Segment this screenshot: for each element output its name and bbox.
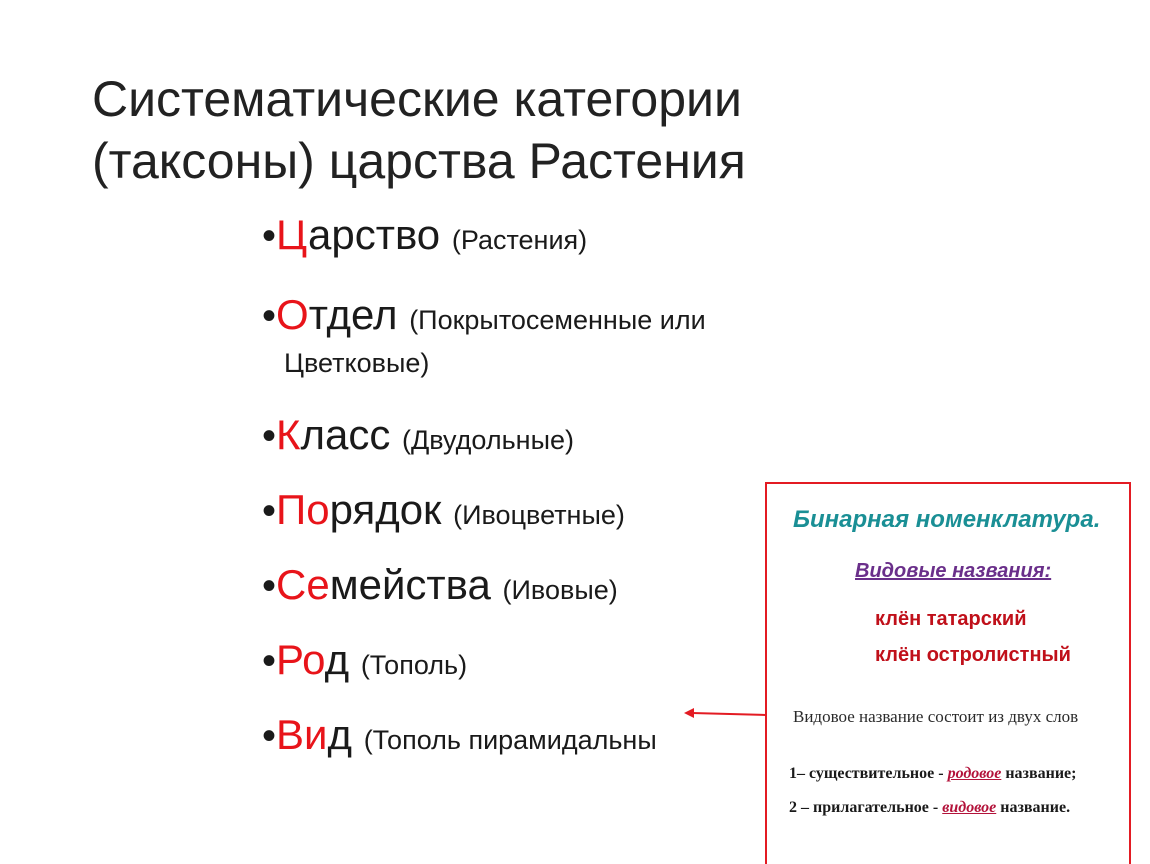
arrow-head [684, 708, 694, 718]
bullet-example: (Покрытосеменные или [409, 305, 706, 335]
bullet-marker: • [262, 414, 277, 458]
bullet-example-continued: Цветковые) [284, 348, 430, 378]
arrow-shaft [692, 713, 766, 715]
bullet-item-division [262, 290, 706, 410]
binary-nomenclature-box [765, 482, 1131, 864]
bullet-red-letters: По [276, 486, 330, 533]
rule-noun [789, 765, 1076, 783]
bullet-red-letters: К [276, 411, 301, 458]
bullet-red-letters: Ц [276, 211, 309, 258]
rule-adjective-prefix: 2 – прилагательное - [789, 799, 943, 816]
bullet-marker: • [262, 294, 277, 338]
bullet-marker: • [262, 639, 277, 683]
rule-noun-prefix: 1– существительное - [789, 765, 948, 782]
rule-adjective [789, 799, 1070, 817]
bullet-word-rest: ласс [300, 411, 391, 458]
bullet-word-rest: мейства [329, 561, 491, 608]
rule-adjective-emphasis: видовое [942, 799, 997, 816]
title-line-2: (таксоны) царства Растения [92, 133, 746, 189]
bullet-example: (Ивоцветные) [453, 500, 625, 530]
box-note: Видовое название состоит из двух слов [793, 707, 1079, 726]
pointer-arrow [680, 700, 770, 730]
example-name-2: клён остролистный [875, 644, 1071, 666]
rule-noun-suffix: название; [1001, 765, 1077, 782]
title-line-1: Систематические категории [92, 71, 742, 127]
bullet-word-rest: д [324, 636, 350, 683]
bullet-item-class [262, 410, 574, 460]
example-name-1: клён татарский [875, 608, 1027, 630]
bullet-item-genus [262, 635, 467, 685]
bullet-marker: • [262, 714, 277, 758]
box-subtitle: Видовые названия: [855, 560, 1052, 582]
bullet-example: (Двудольные) [402, 425, 574, 455]
bullet-example: (Тополь) [360, 650, 468, 680]
bullet-item-kingdom [262, 210, 587, 260]
bullet-example: (Ивовые) [502, 575, 618, 605]
bullet-word-rest: рядок [329, 486, 442, 533]
slide-title [92, 68, 992, 192]
bullet-item-species [262, 710, 657, 760]
bullet-red-letters: Се [276, 561, 330, 608]
bullet-example: (Тополь пирамидальны [363, 725, 657, 755]
bullet-word-rest: арство [308, 211, 441, 258]
rule-noun-emphasis: родовое [947, 765, 1002, 782]
bullet-item-order [262, 485, 625, 535]
bullet-item-family [262, 560, 618, 610]
bullet-word-rest: тдел [308, 291, 398, 338]
bullet-word-rest: д [327, 711, 353, 758]
bullet-example: (Растения) [451, 225, 588, 255]
bullet-red-letters: Ви [276, 711, 328, 758]
bullet-red-letters: Ро [276, 636, 325, 683]
bullet-marker: • [262, 489, 277, 533]
rule-adjective-suffix: название. [996, 799, 1071, 816]
bullet-marker: • [262, 214, 277, 258]
box-title: Бинарная номенклатура. [793, 506, 1101, 533]
bullet-marker: • [262, 564, 277, 608]
bullet-red-letters: О [276, 291, 309, 338]
